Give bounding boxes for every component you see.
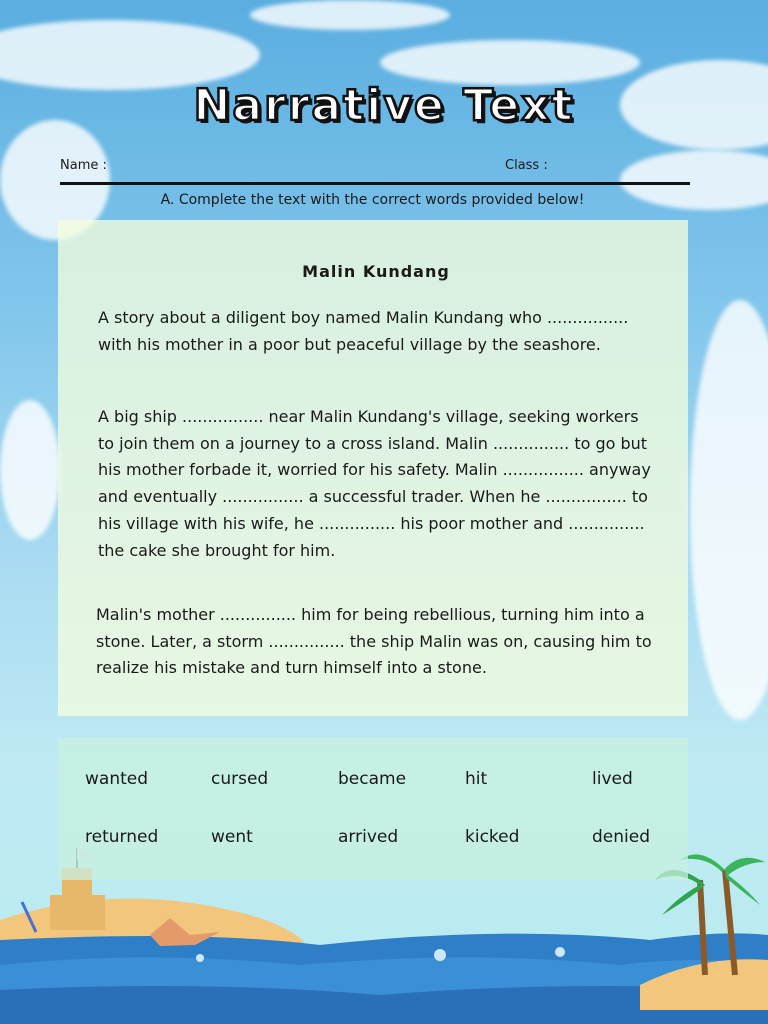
word-bank-item: returned	[85, 827, 159, 847]
page-title: Narrative Text	[193, 80, 575, 131]
header-divider	[60, 182, 690, 185]
story-title: Malin Kundang	[302, 262, 450, 281]
word-bank-item: kicked	[465, 827, 520, 847]
word-bank-item: arrived	[338, 827, 399, 847]
word-bank-item: became	[338, 769, 407, 789]
name-label: Name :	[60, 158, 107, 173]
word-bank-item: hit	[465, 769, 488, 789]
story-paragraph-3: Malin's mother ............... him for being rebellious, turning him into a stone. Later, a storm ............... the ship Malin was on, causing him to realize his mistake and turn himself into a stone.	[96, 605, 652, 678]
word-bank-item: lived	[592, 769, 633, 789]
word-bank-panel	[58, 738, 688, 880]
story-paragraph-1: A story about a diligent boy named Malin Kundang who ................ with his mother in a poor but peaceful village by the seashore.	[98, 308, 629, 354]
word-bank-item: wanted	[85, 769, 149, 789]
word-bank-item: denied	[592, 827, 650, 847]
story-paragraph-2: A big ship ................ near Malin Kundang's village, seeking workers to join them on a journey to a cross island. Malin ............... to go but his mother forbade it, worried for his safety. Malin ................ anyway and eventually ................ a successful trader. When he ................ to his village with his wife, he ............... his poor mother and ............... the cake she brought for him.	[98, 407, 651, 560]
class-label: Class :	[505, 158, 548, 173]
word-bank-item: went	[211, 827, 253, 847]
word-bank-item: cursed	[211, 769, 269, 789]
instruction-text: A. Complete the text with the correct words provided below!	[160, 192, 585, 208]
